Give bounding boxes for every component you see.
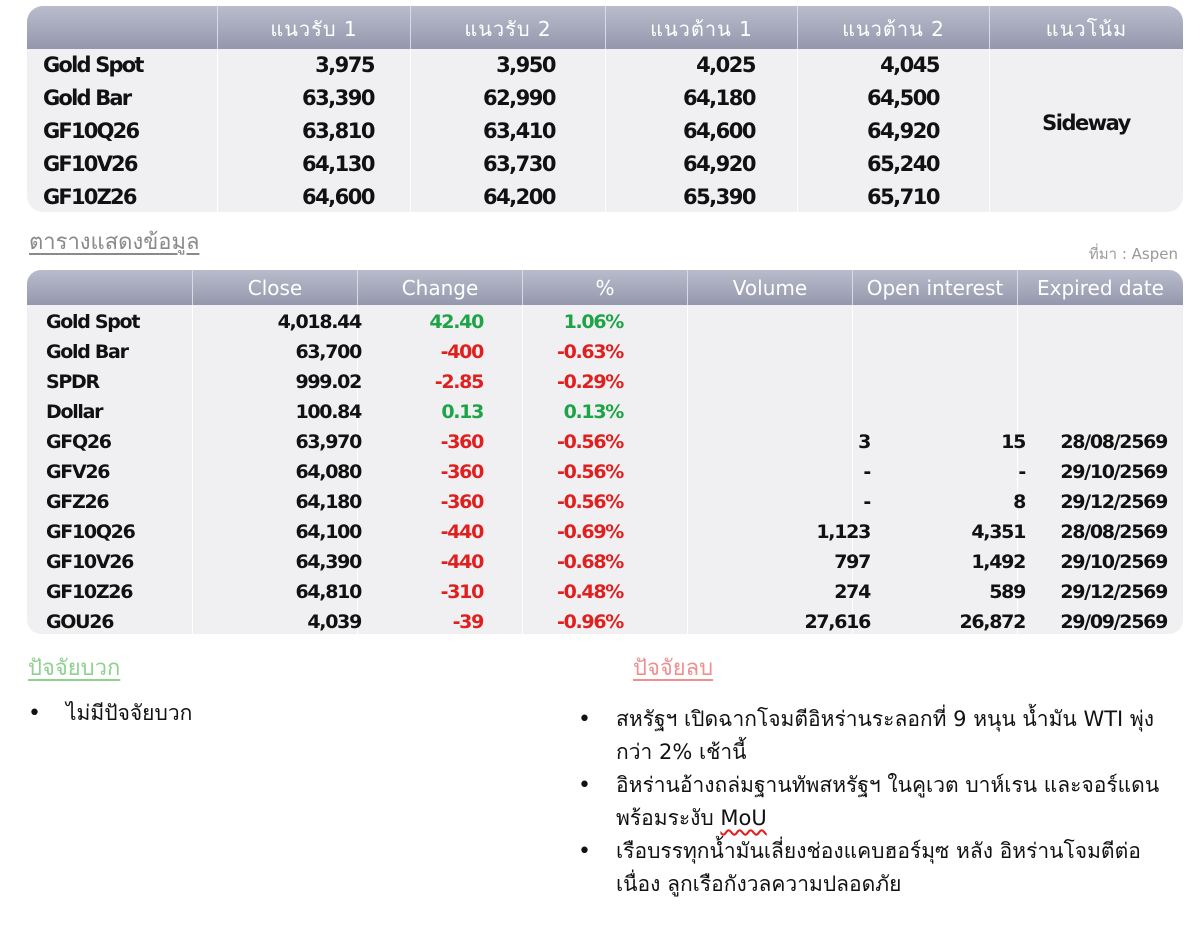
trend-value: Sideway: [1042, 111, 1130, 135]
instrument-label: SPDR: [46, 371, 99, 393]
header-trend: แนวโน้ม: [989, 6, 1183, 49]
market-table-header: [27, 270, 1183, 305]
header-change: Change: [357, 270, 522, 305]
cell-close: 999.02: [295, 371, 361, 393]
support-table-header: [27, 6, 1183, 49]
market-table-row: [27, 577, 1183, 607]
instrument-label: Gold Bar: [46, 341, 128, 363]
header-support-1: แนวรับ 1: [217, 6, 410, 49]
level-value-s1: 63,390: [301, 86, 374, 110]
cell-oi: 1,492: [971, 551, 1025, 573]
level-value-s2: 63,410: [482, 119, 555, 143]
level-value-r2: 64,920: [866, 119, 939, 143]
cell-change: -360: [440, 431, 483, 453]
instrument-label: Gold Spot: [46, 311, 140, 333]
cell-expiry: 29/09/2569: [1060, 611, 1167, 633]
cell-close: 63,970: [295, 431, 361, 453]
header-expired-date: Expired date: [1017, 270, 1183, 305]
cell-pct: -0.56%: [556, 461, 623, 483]
level-value-s2: 3,950: [496, 53, 555, 77]
header-percent: %: [522, 270, 687, 305]
level-value-r1: 64,600: [682, 119, 755, 143]
level-value-r2: 65,240: [866, 152, 939, 176]
positive-factors-list: [28, 697, 428, 730]
positive-factor-item: • ไม่มีปัจจัยบวก: [28, 697, 428, 730]
cell-volume: 1,123: [816, 521, 870, 543]
cell-change: -39: [452, 611, 483, 633]
negative-factor-text: สหรัฐฯ เปิดฉากโจมตีอิหร่านระลอกที่ 9 หนุน น้ำมัน WTI พุ่งกว่า 2% เช้านี้: [616, 707, 1155, 764]
cell-oi: 4,351: [971, 521, 1025, 543]
cell-oi: 8: [1013, 491, 1025, 513]
support-table-row: [27, 49, 1183, 82]
instrument-label: Gold Spot: [43, 53, 143, 77]
market-table-row: [27, 337, 1183, 367]
level-value-r1: 64,180: [682, 86, 755, 110]
cell-expiry: 29/12/2569: [1060, 581, 1167, 603]
cell-pct: -0.96%: [556, 611, 623, 633]
cell-expiry: 29/12/2569: [1060, 491, 1167, 513]
cell-volume: -: [863, 491, 870, 513]
instrument-label: GOU26: [46, 611, 114, 633]
negative-factor-item: [578, 703, 1178, 769]
cell-close: 64,080: [295, 461, 361, 483]
header-resistance-2: แนวต้าน 2: [797, 6, 989, 49]
cell-oi: 15: [1001, 431, 1025, 453]
cell-change: -360: [440, 461, 483, 483]
header-volume: Volume: [687, 270, 852, 305]
cell-expiry: 29/10/2569: [1060, 461, 1167, 483]
cell-pct: -0.68%: [556, 551, 623, 573]
header-resistance-1: แนวต้าน 1: [605, 6, 797, 49]
cell-change: -440: [440, 521, 483, 543]
level-value-s1: 64,130: [301, 152, 374, 176]
instrument-label: GF10Z26: [43, 185, 136, 209]
instrument-label: GF10Q26: [43, 119, 139, 143]
level-value-s2: 63,730: [482, 152, 555, 176]
level-value-r1: 4,025: [696, 53, 755, 77]
cell-pct: -0.29%: [556, 371, 623, 393]
instrument-label: GF10V26: [46, 551, 134, 573]
cell-close: 4,018.44: [277, 311, 361, 333]
market-table-row: [27, 427, 1183, 457]
cell-close: 4,039: [307, 611, 361, 633]
source-label: ที่มา : Aspen: [1088, 245, 1178, 263]
market-table-row: [27, 457, 1183, 487]
cell-change: -360: [440, 491, 483, 513]
instrument-label: GF10Q26: [46, 521, 135, 543]
cell-pct: -0.48%: [556, 581, 623, 603]
cell-close: 64,180: [295, 491, 361, 513]
instrument-label: GFZ26: [46, 491, 109, 513]
cell-close: 100.84: [295, 401, 361, 423]
data-table-heading: ตารางแสดงข้อมูล: [29, 230, 200, 255]
instrument-label: GFQ26: [46, 431, 111, 453]
instrument-label: Dollar: [46, 401, 103, 423]
market-data-table: [27, 270, 1183, 634]
support-table-row: [27, 181, 1183, 212]
cell-volume: 797: [834, 551, 870, 573]
instrument-label: GFV26: [46, 461, 110, 483]
level-value-r2: 64,500: [866, 86, 939, 110]
cell-close: 64,100: [295, 521, 361, 543]
market-table-row: [27, 367, 1183, 397]
instrument-label: GF10V26: [43, 152, 137, 176]
cell-volume: 274: [834, 581, 870, 603]
support-table-row: [27, 148, 1183, 181]
header-support-2: แนวรับ 2: [410, 6, 605, 49]
level-value-s2: 64,200: [482, 185, 555, 209]
market-table-row: [27, 307, 1183, 337]
cell-pct: -0.69%: [556, 521, 623, 543]
cell-oi: 26,872: [959, 611, 1025, 633]
support-resistance-table: [27, 6, 1183, 212]
level-value-r1: 64,920: [682, 152, 755, 176]
cell-close: 64,810: [295, 581, 361, 603]
negative-factor-mou: MoU: [720, 806, 767, 830]
cell-change: -310: [440, 581, 483, 603]
cell-volume: -: [863, 461, 870, 483]
cell-close: 64,390: [295, 551, 361, 573]
level-value-r2: 4,045: [880, 53, 939, 77]
market-table-row: [27, 487, 1183, 517]
negative-factor-text: เรือบรรทุกน้ำมันเลี่ยงช่องแคบฮอร์มุซ หลัง อิหร่านโจมตีต่อเนื่อง ลูกเรือกังวลความปลอดภัย: [616, 839, 1141, 896]
positive-factors-heading: ปัจจัยบวก: [28, 656, 121, 681]
level-value-s1: 3,975: [315, 53, 374, 77]
negative-factors-list: [578, 703, 1178, 901]
negative-factor-item: [578, 835, 1178, 901]
cell-change: 42.40: [429, 311, 483, 333]
cell-pct: 0.13%: [563, 401, 623, 423]
level-value-s2: 62,990: [482, 86, 555, 110]
cell-oi: 589: [989, 581, 1025, 603]
negative-factor-item: [578, 769, 1178, 835]
header-close: Close: [192, 270, 357, 305]
instrument-label: GF10Z26: [46, 581, 133, 603]
market-table-row: [27, 517, 1183, 547]
level-value-r2: 65,710: [866, 185, 939, 209]
negative-factors-heading: ปัจจัยลบ: [633, 656, 714, 681]
header-open-interest: Open interest: [852, 270, 1017, 305]
cell-oi: -: [1018, 461, 1025, 483]
level-value-r1: 65,390: [682, 185, 755, 209]
cell-pct: 1.06%: [563, 311, 623, 333]
cell-expiry: 29/10/2569: [1060, 551, 1167, 573]
instrument-label: Gold Bar: [43, 86, 131, 110]
cell-pct: -0.63%: [556, 341, 623, 363]
market-table-row: [27, 547, 1183, 577]
cell-volume: 27,616: [804, 611, 870, 633]
cell-expiry: 28/08/2569: [1060, 431, 1167, 453]
negative-factor-text: อิหร่านอ้างถล่มฐานทัพสหรัฐฯ ในคูเวต บาห์เรน และจอร์แดน พร้อมระงับ: [616, 773, 1160, 830]
cell-close: 63,700: [295, 341, 361, 363]
cell-expiry: 28/08/2569: [1060, 521, 1167, 543]
market-table-row: [27, 397, 1183, 427]
cell-pct: -0.56%: [556, 491, 623, 513]
cell-change: -400: [440, 341, 483, 363]
cell-change: -440: [440, 551, 483, 573]
level-value-s1: 63,810: [301, 119, 374, 143]
cell-pct: -0.56%: [556, 431, 623, 453]
market-table-row: [27, 607, 1183, 634]
cell-volume: 3: [858, 431, 870, 453]
level-value-s1: 64,600: [301, 185, 374, 209]
cell-change: -2.85: [434, 371, 483, 393]
cell-change: 0.13: [441, 401, 483, 423]
